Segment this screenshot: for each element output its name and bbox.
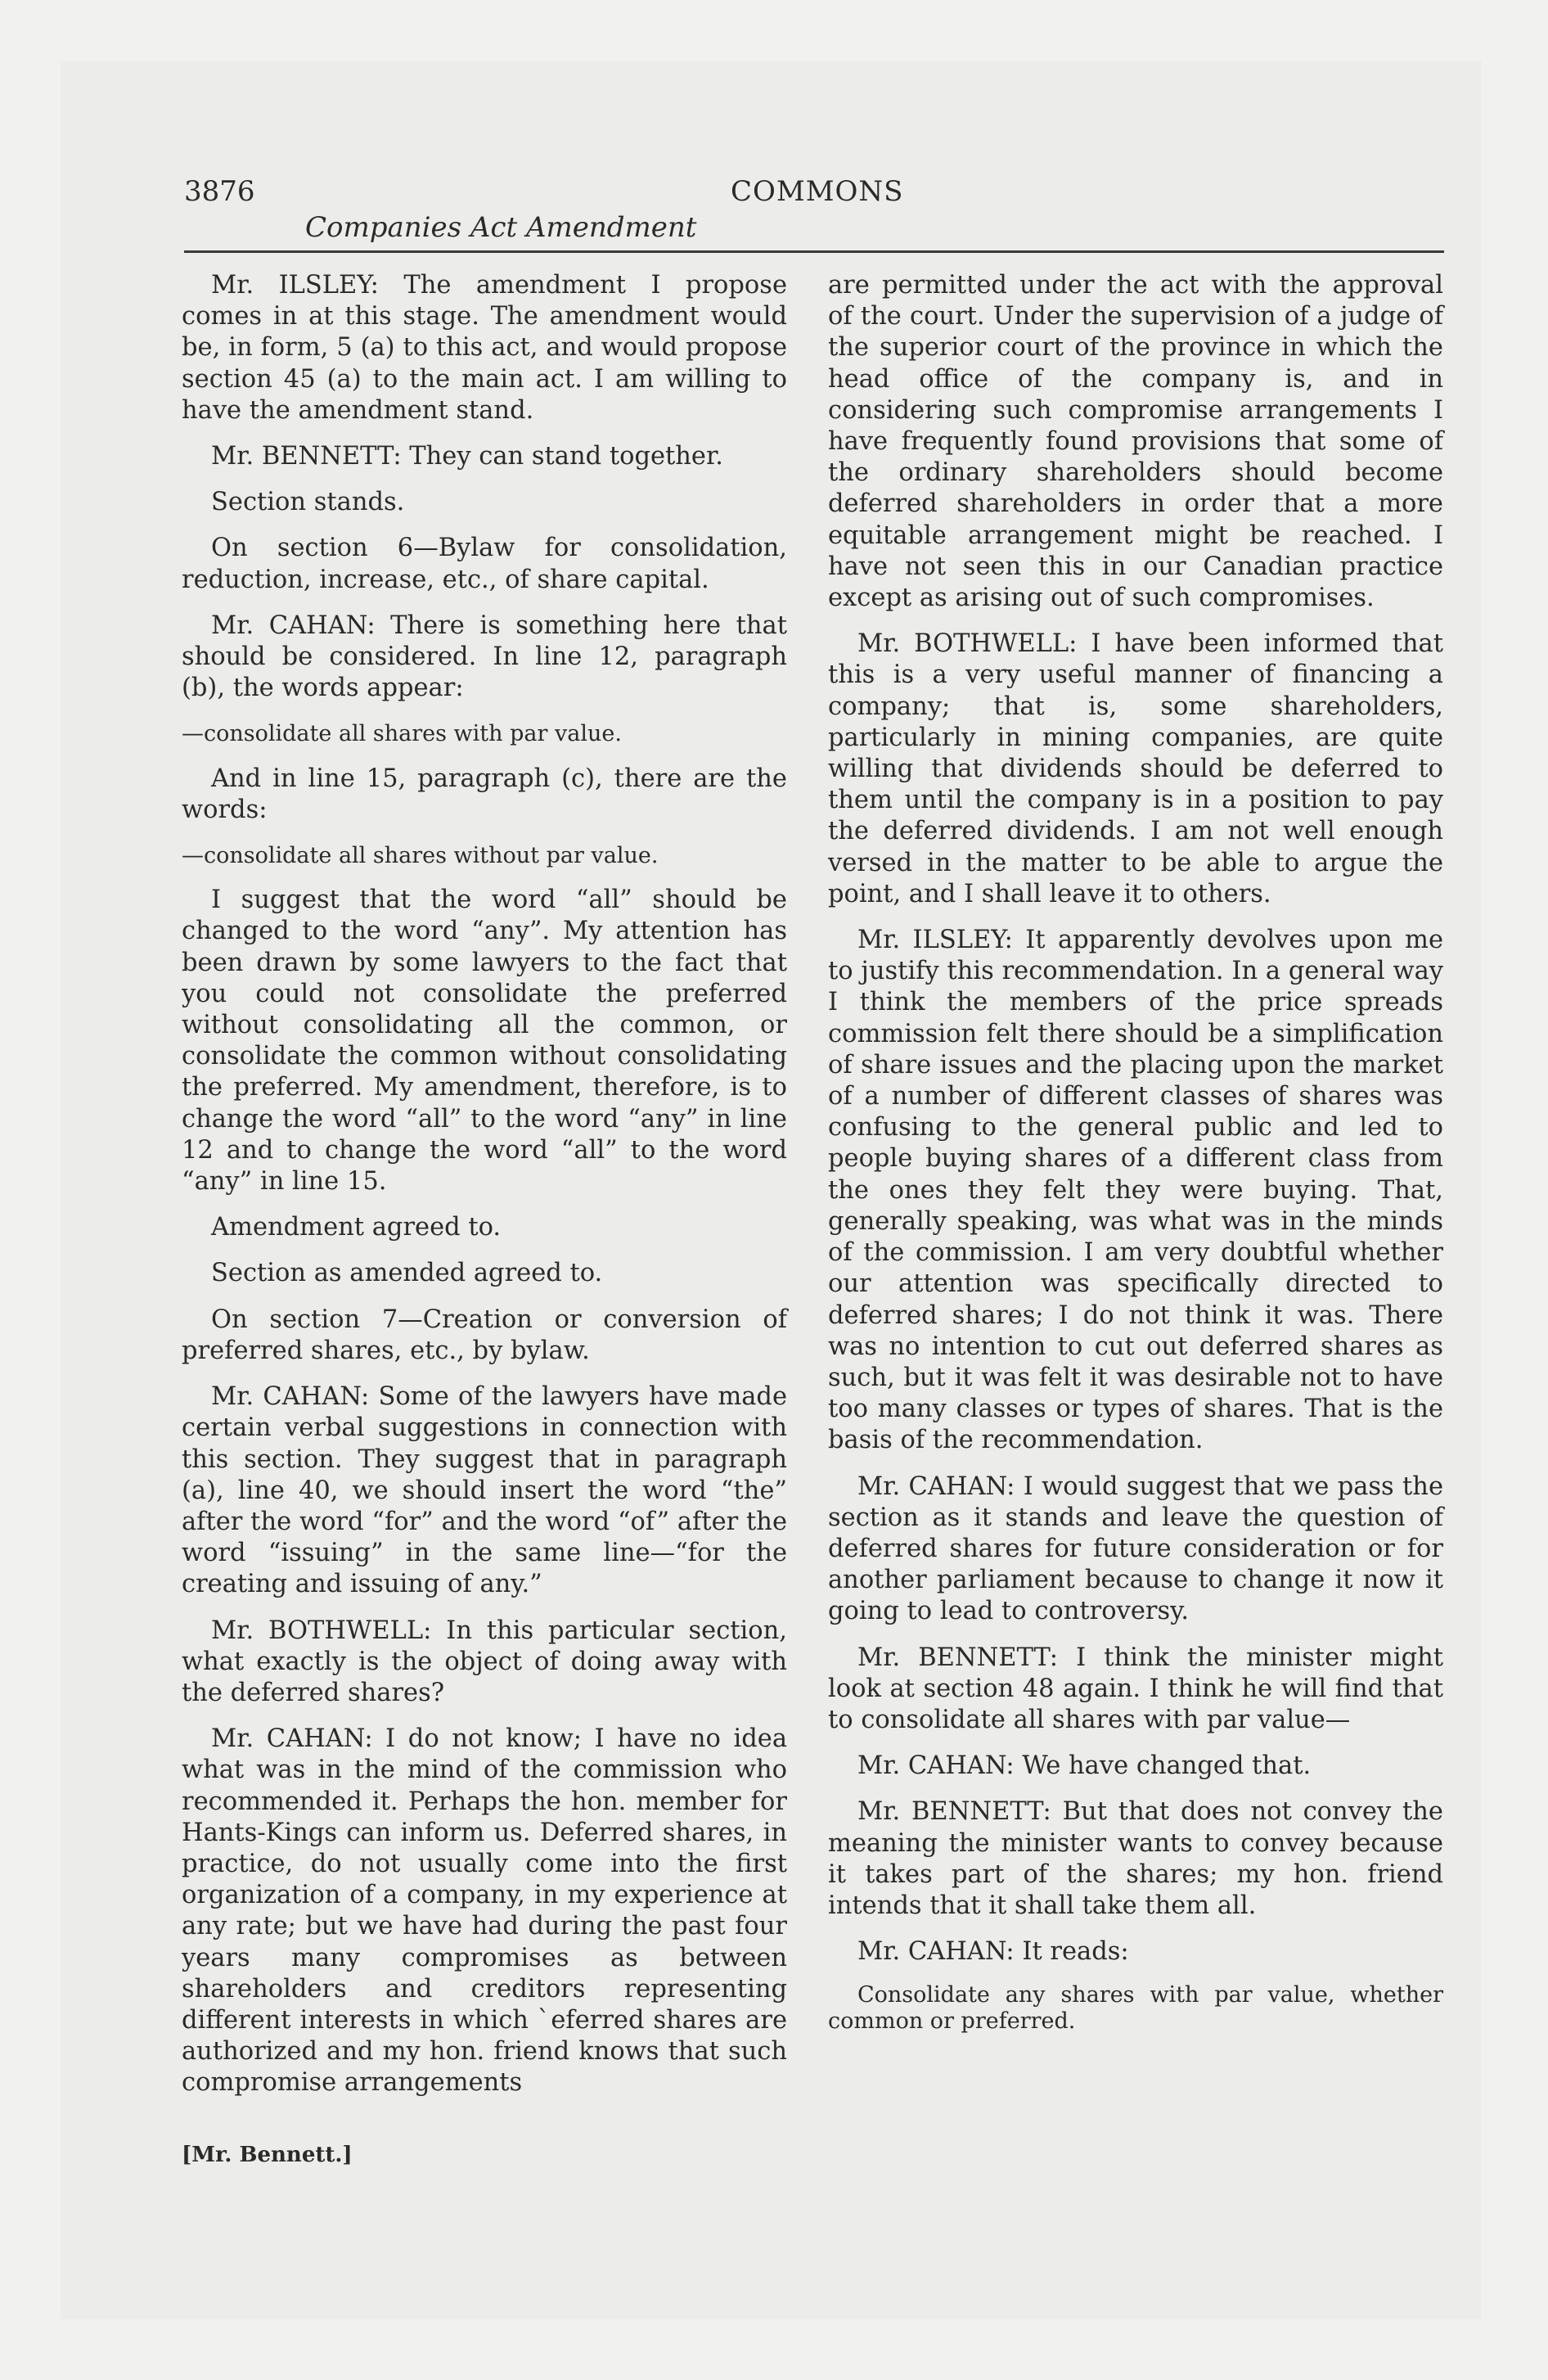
paragraph: Mr. CAHAN: I do not know; I have no idea what was in the mind of the commission who recommended it. Perhaps the hon. member for Hants-Kings can inform us. Deferred shares, in practice, do not usually come into the first organization of a company, in my experience at any rate; but we have had during the past four years many compromises as between shareholders and creditors representing different interests in which ˋeferred shares are authorized and my hon. friend knows that such compromise arrangements xyxy=(182,1724,787,2098)
paragraph: Mr. BOTHWELL: I have been informed that this is a very useful manner of financing a company; that is, some shareholders, particularly in mining companies, are quite willing that dividends should be deferred to them until the company is in a position to pay the deferred dividends. I am not well enough versed in the matter to be able to argue the point, and I shall leave it to others. xyxy=(828,629,1443,908)
paragraph: I suggest that the word “all” should be changed to the word “any”. My attention has been drawn by some lawyers to the fact that you could not consolidate the preferred without consolidating all the common, or consolidate the common without consolidating the preferred. My amendment, therefore, is to change the word “all” to the word “any” in line 12 and to change the word “all” to the word “any” in line 15. xyxy=(182,886,787,1197)
page-header xyxy=(184,172,1444,254)
paragraph: Mr. BENNETT: They can stand together. xyxy=(211,442,723,471)
section-title: Companies Act Amendment xyxy=(305,211,697,244)
paragraph: Mr. ILSLEY: It apparently devolves upon me to justify this recommendation. In a general way I think the members of the price spreads commission felt there should be a simplification of share issues and the placing upon the market of a number of different classes of shares was confusing to the general public and led to people buying shares of a different class from the ones they felt they were buying. That, generally speaking, was what was in the minds of the commission. I am very doubtful whether our attention was specifically directed to deferred shares; I do not think it was. There was no intention to cut out deferred shares as such, but it was felt it was desirable not to have too many classes or types of shares. That is the basis of the recommendation. xyxy=(828,926,1443,1455)
paragraph: Mr. BENNETT: I think the minister might look at section 48 again. I think he will find that to consolidate all shares with par value— xyxy=(828,1643,1443,1734)
page-number: 3876 xyxy=(184,175,255,208)
quoted-text: Consolidate any shares with par value, whether common or preferred. xyxy=(828,1982,1443,2035)
paragraph: And in line 15, paragraph (c), there are the words: xyxy=(182,764,787,824)
header-rule xyxy=(184,250,1444,253)
chamber-title: COMMONS xyxy=(731,175,904,208)
paragraph: Mr. BENNETT: But that does not convey the meaning the minister wants to convey because it takes part of the shares; my hon. friend intends that it shall take them all. xyxy=(828,1797,1443,1920)
paragraph: Mr. CAHAN: It reads: xyxy=(857,1937,1129,1967)
paragraph: Mr. CAHAN: I would suggest that we pass the section as it stands and leave the question of deferred shares for future consideration or for another parliament because to change it now it going to lead to controversy. xyxy=(828,1472,1443,1626)
left-column xyxy=(182,270,787,2114)
paragraph: Section as amended agreed to. xyxy=(211,1259,603,1288)
paragraph: Mr. CAHAN: There is something here that should be considered. In line 12, paragraph (b), the words appear: xyxy=(182,611,787,703)
paragraph: Mr. BOTHWELL: In this particular section, what exactly is the object of doing away with the deferred shares? xyxy=(182,1616,787,1707)
paragraph: Section stands. xyxy=(211,488,405,517)
paragraph: Amendment agreed to. xyxy=(211,1213,502,1242)
quoted-text: —consolidate all shares without par value. xyxy=(182,843,659,869)
paragraph: are permitted under the act with the approval of the court. Under the supervision of a judge of the superior court of the province in which the head office of the company is, and in considering such compromise arrangements I have frequently found provisions that some of the ordinary shareholders should become deferred shareholders in order that a more equitable arrangement might be reached. I have not seen this in our Canadian practice except as arising out of such compromises. xyxy=(828,271,1443,613)
paragraph: Mr. CAHAN: Some of the lawyers have made certain verbal suggestions in connection with this section. They suggest that in paragraph (a), line 40, we should insert the word “the” after the word “for” and the word “of” after the word “issuing” in the same line—“for the creating and issuing of any.” xyxy=(182,1382,787,1599)
right-column xyxy=(828,270,1443,2049)
quoted-text: —consolidate all shares with par value. xyxy=(182,721,622,747)
paragraph: On section 7—Creation or conversion of preferred shares, etc., by bylaw. xyxy=(182,1305,787,1365)
speaker-footer: [Mr. Bennett.] xyxy=(182,2143,353,2167)
paragraph: Mr. CAHAN: We have changed that. xyxy=(857,1751,1312,1781)
paragraph: On section 6—Bylaw for consolidation, reduction, increase, etc., of share capital. xyxy=(182,534,787,594)
paragraph: Mr. ILSLEY: The amendment I propose comes in at this stage. The amendment would be, in form, 5 (a) to this act, and would propose section 45 (a) to the main act. I am willing to have the amendment stand. xyxy=(182,271,787,425)
